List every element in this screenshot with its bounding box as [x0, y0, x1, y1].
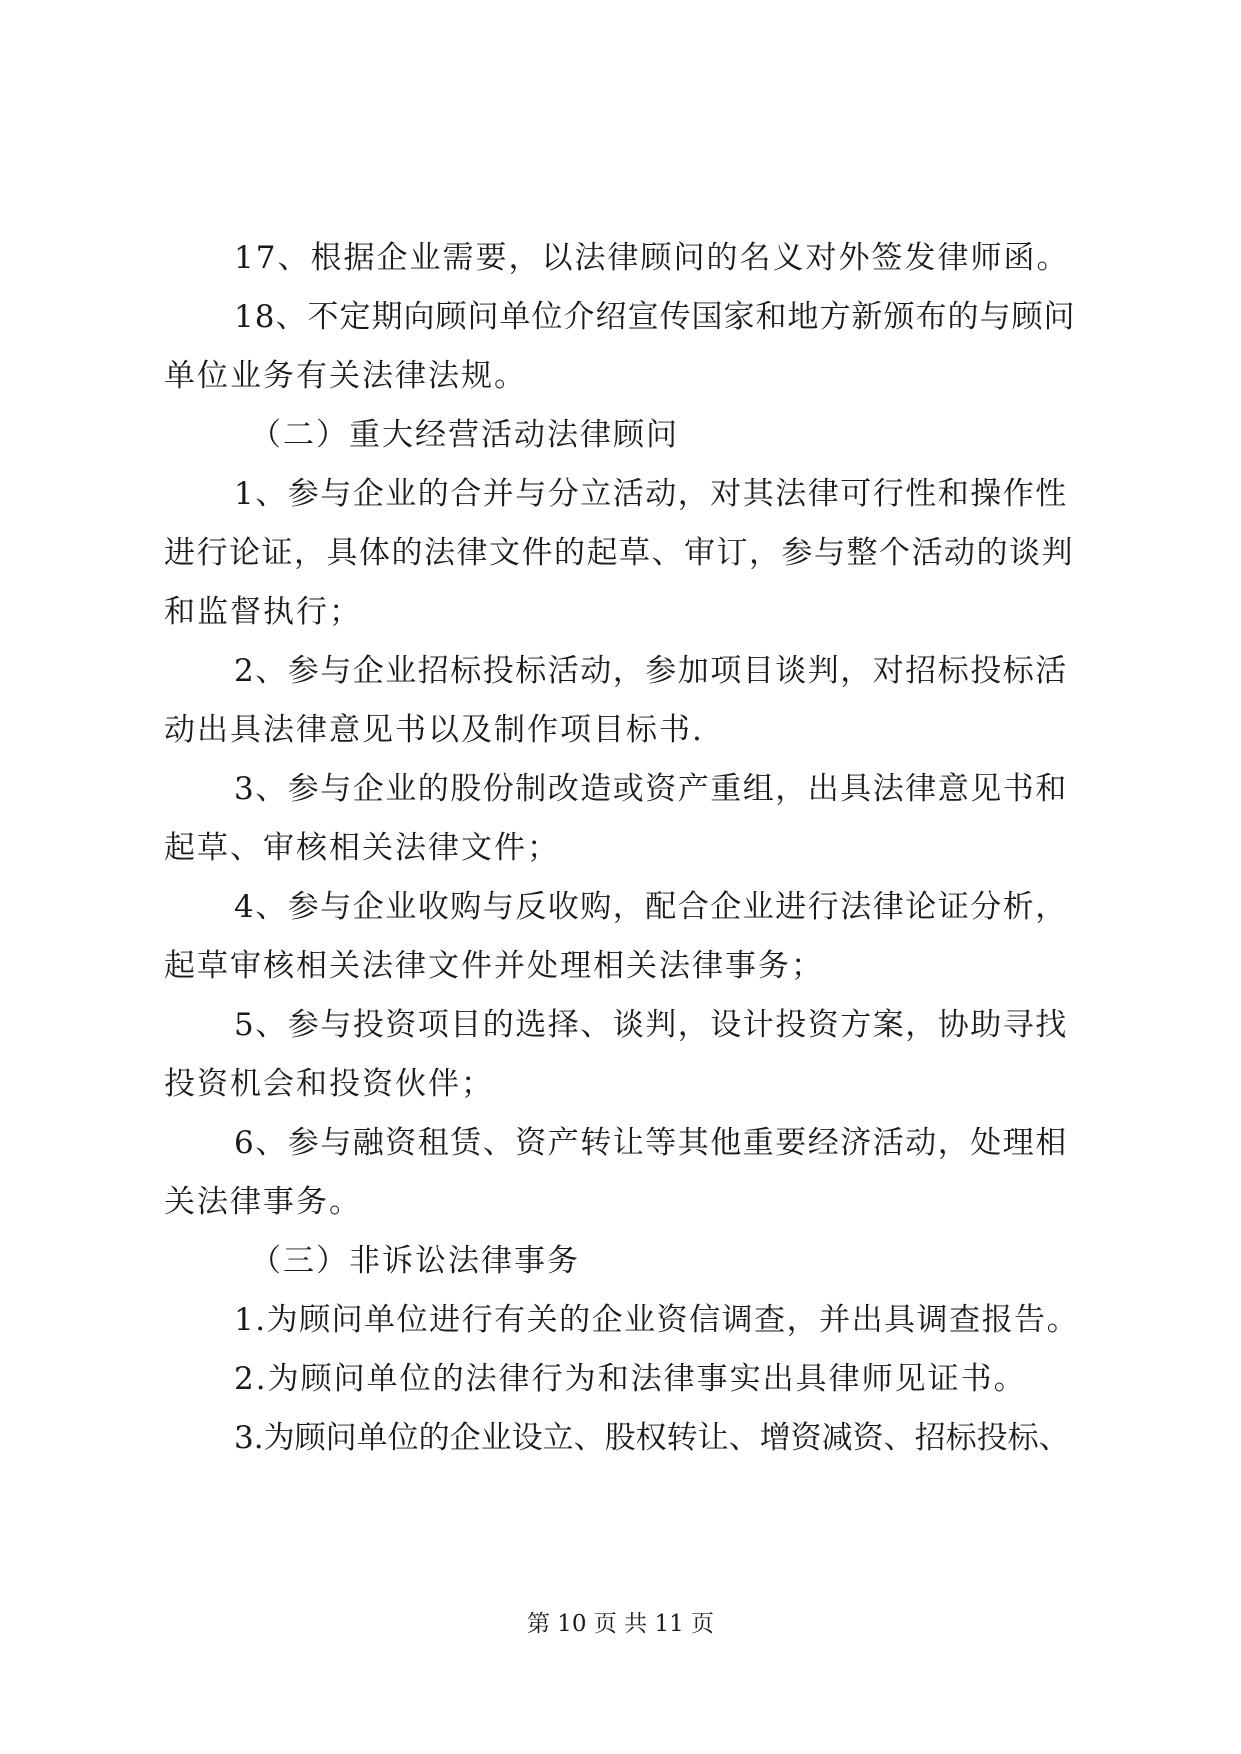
section-heading: （二）重大经营活动法律顾问 [250, 417, 679, 453]
paragraph-line: 投资机会和投资伙伴； [164, 1066, 494, 1102]
paragraph-line: 单位业务有关法律法规。 [164, 358, 527, 394]
paragraph-line: 和监督执行； [164, 594, 362, 630]
paragraph-line: 4、参与企业收购与反收购，配合企业进行法律论证分析， [234, 889, 1068, 925]
paragraph-line: 17、根据企业需要，以法律顾问的名义对外签发律师函。 [234, 240, 1070, 276]
paragraph-line: 3、参与企业的股份制改造或资产重组，出具法律意见书和 [234, 771, 1068, 807]
paragraph-line: 3.为顾问单位的企业设立、股权转让、增资减资、招标投标、 [234, 1420, 1070, 1456]
page-footer: 第 10 页 共 11 页 [526, 1611, 715, 1637]
paragraph-line: 关法律事务。 [164, 1184, 362, 1220]
paragraph-line: 5、参与投资项目的选择、谈判，设计投资方案，协助寻找 [234, 1007, 1068, 1043]
paragraph-line: 起草、审核相关法律文件； [164, 830, 560, 866]
paragraph-line: 1、参与企业的合并与分立活动，对其法律可行性和操作性 [234, 476, 1068, 512]
section-heading: （三）非诉讼法律事务 [250, 1243, 580, 1279]
paragraph-line: 6、参与融资租赁、资产转让等其他重要经济活动，处理相 [234, 1125, 1068, 1161]
paragraph-line: 2.为顾问单位的法律行为和法律事实出具律师见证书。 [234, 1361, 1027, 1397]
paragraph-line: 1.为顾问单位进行有关的企业资信调查，并出具调查报告。 [234, 1302, 1080, 1338]
paragraph-line: 进行论证，具体的法律文件的起草、审订，参与整个活动的谈判 [164, 535, 1074, 571]
paragraph-line: 动出具法律意见书以及制作项目标书. [164, 712, 704, 748]
paragraph-line: 起草审核相关法律文件并处理相关法律事务； [164, 948, 824, 984]
paragraph-line: 2、参与企业招标投标活动，参加项目谈判，对招标投标活 [234, 653, 1068, 689]
paragraph-line: 18、不定期向顾问单位介绍宣传国家和地方新颁布的与顾问 [234, 299, 1076, 335]
